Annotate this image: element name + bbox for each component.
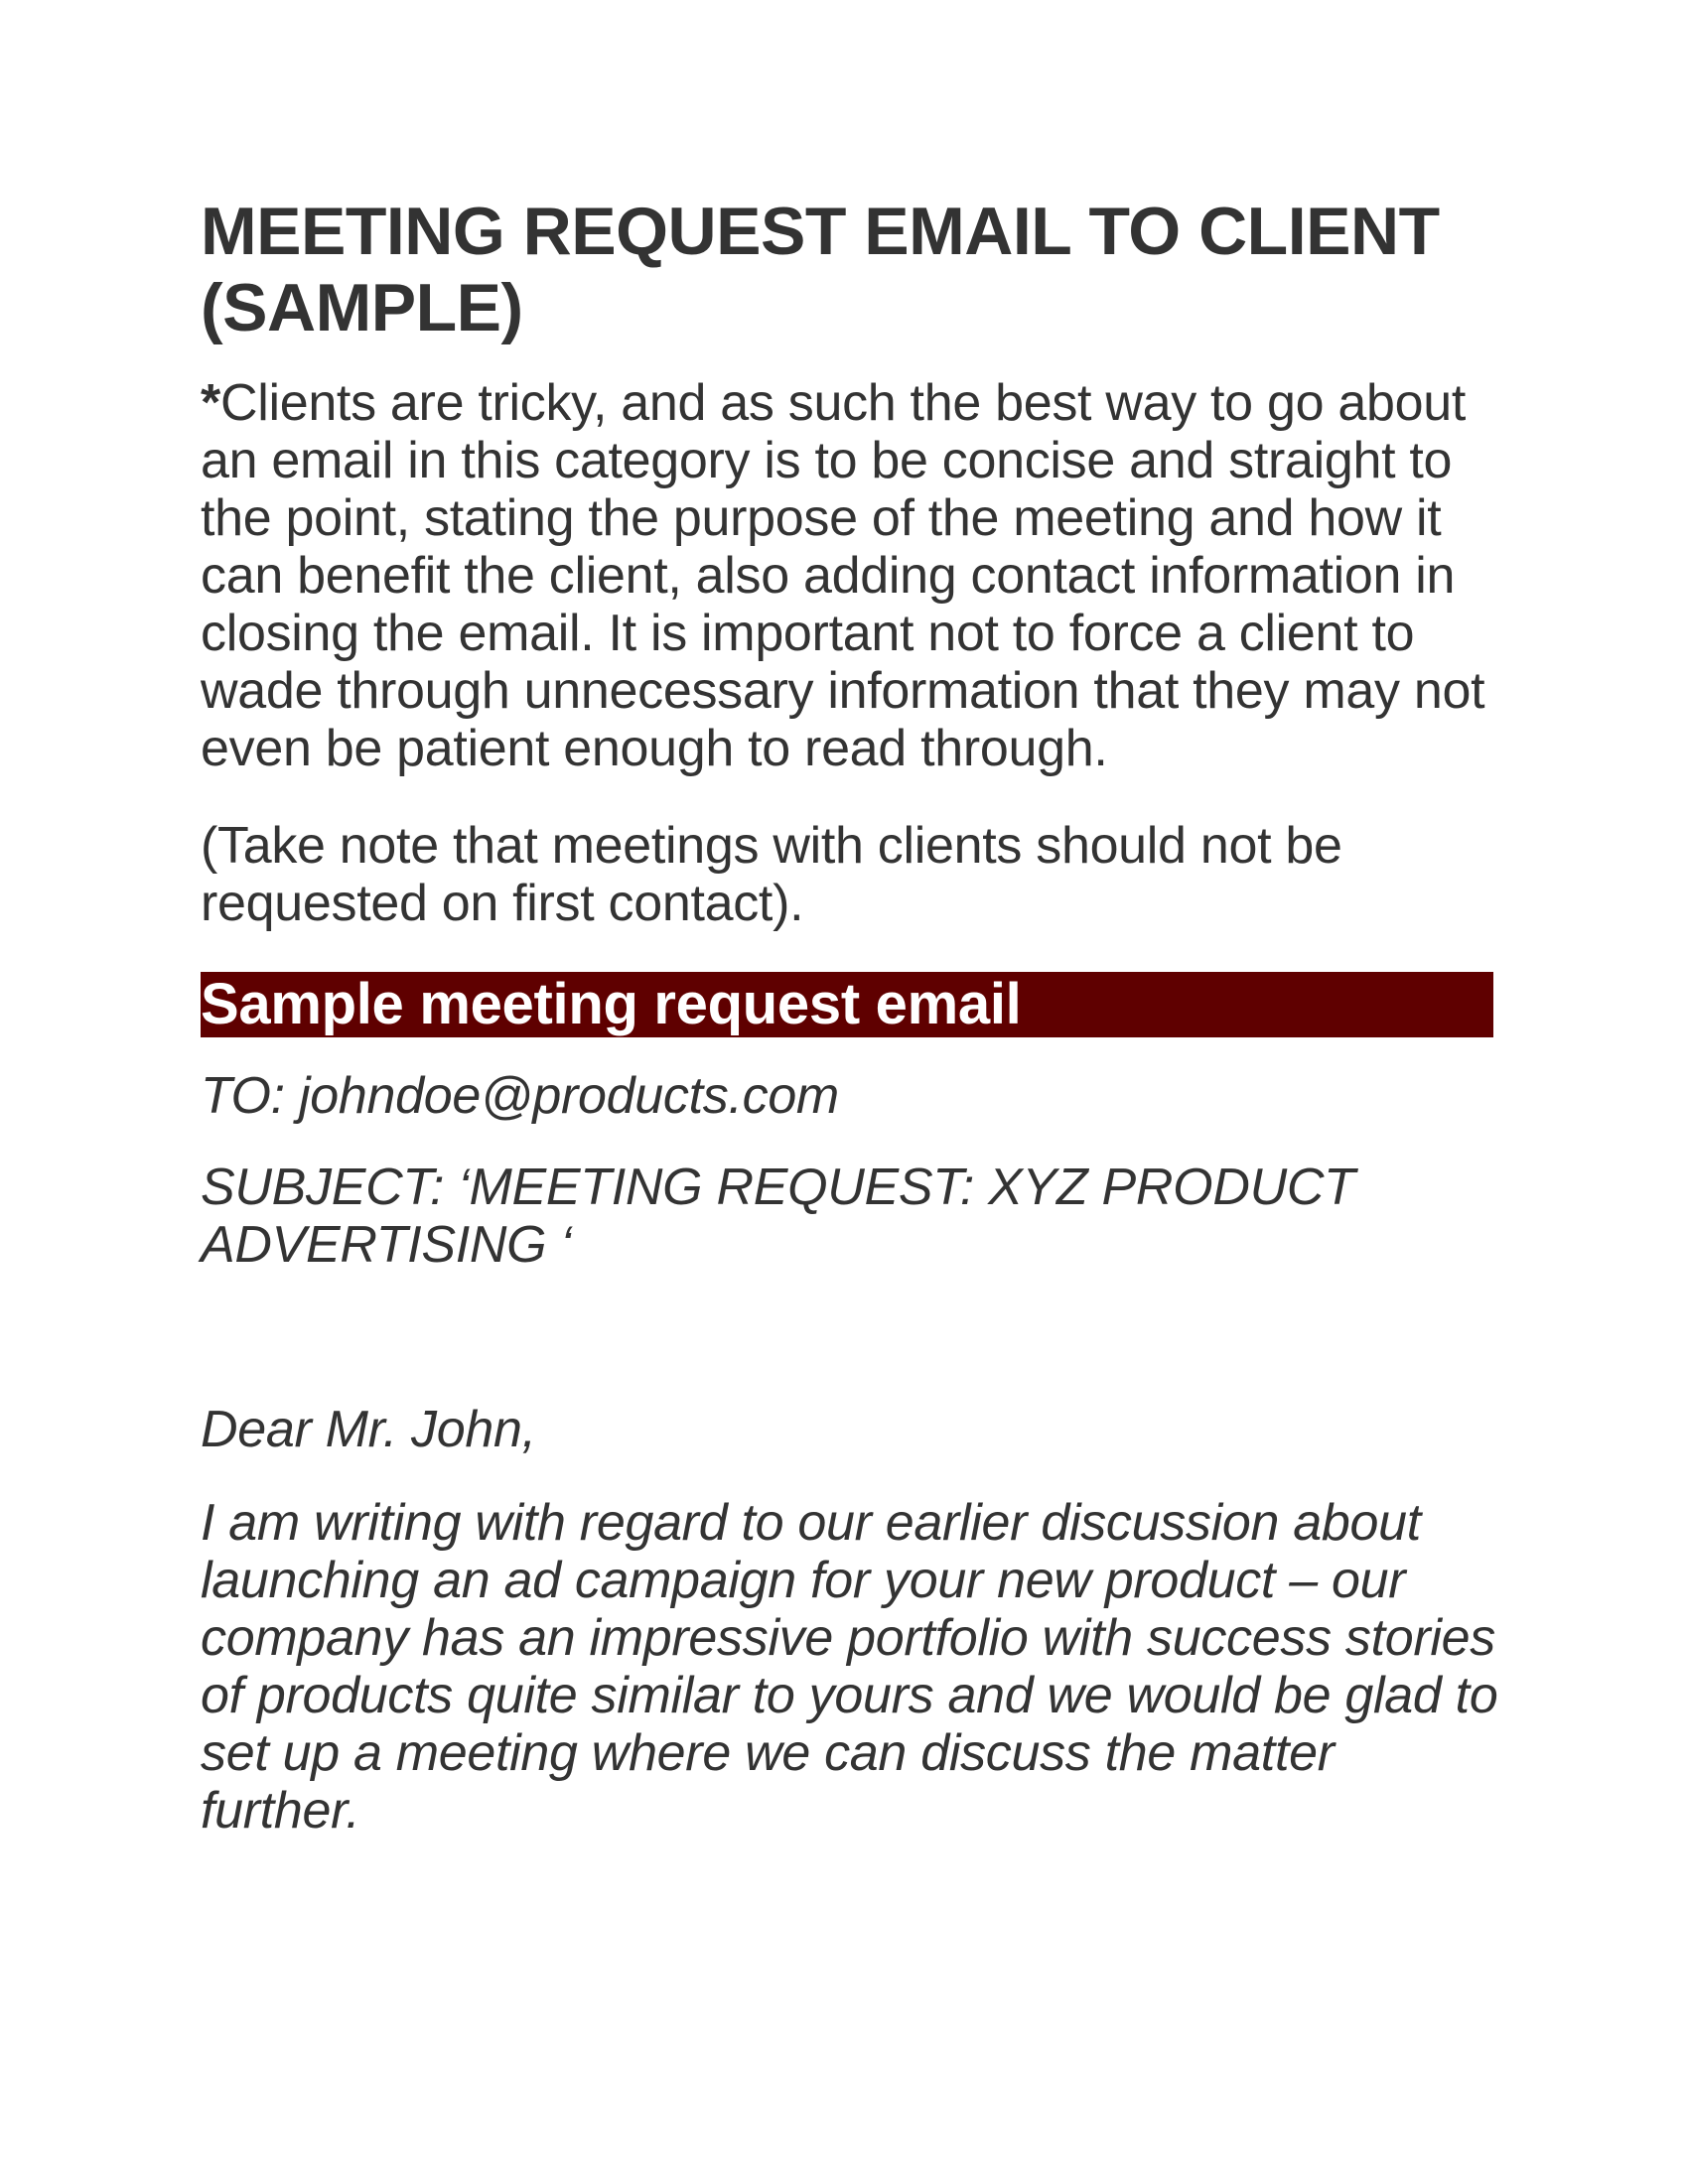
section-heading: Sample meeting request email xyxy=(201,972,1493,1037)
note-paragraph: (Take note that meetings with clients should not be requested on first contact). xyxy=(201,817,1342,932)
email-greeting: Dear Mr. John, xyxy=(201,1401,536,1458)
email-to-line: TO: johndoe@products.com xyxy=(201,1067,839,1125)
document-content xyxy=(201,194,1498,1840)
email-body: I am writing with regard to our earlier discussion about launching an ad campaign for your new product – our company has an impressive portfolio with success stories of products quite similar to yours and we would be glad to set up a meeting where we can discuss the matter further. xyxy=(201,1494,1498,1840)
email-subject-line: SUBJECT: ‘MEETING REQUEST: XYZ PRODUCT ADVERTISING ‘ xyxy=(201,1159,1355,1274)
intro-paragraph xyxy=(201,374,1501,777)
document-title: MEETING REQUEST EMAIL TO CLIENT (SAMPLE) xyxy=(201,194,1440,345)
intro-text: Clients are tricky, and as such the best way to go about an email in this category is to be concise and straight to the point, stating the purpose of the meeting and how it can benefit the client, also adding contact information in closing the email. It is important not to force a client to wade through unnecessary information that they may not even be patient enough to read through. xyxy=(201,374,1485,777)
intro-asterisk: * xyxy=(201,374,220,432)
